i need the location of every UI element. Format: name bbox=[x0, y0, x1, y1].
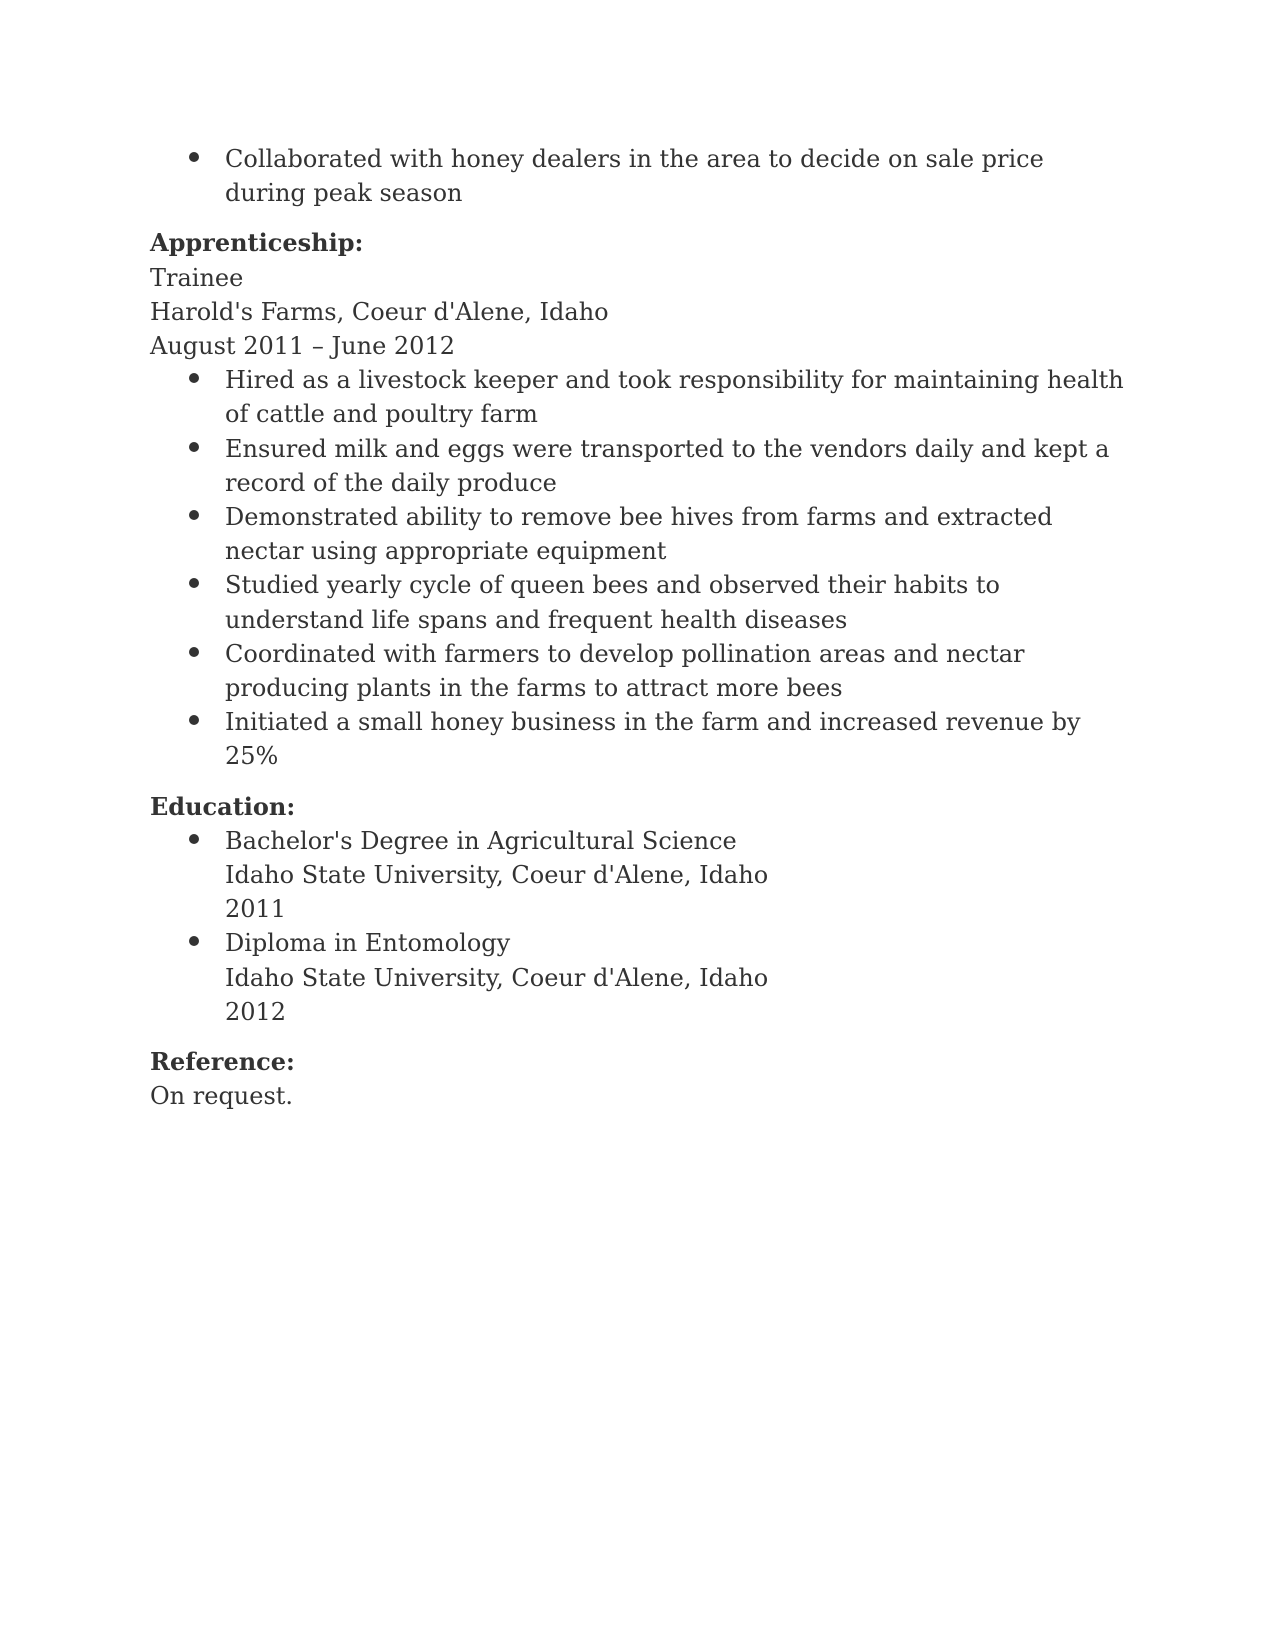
job-title: Trainee bbox=[150, 263, 244, 292]
degree-name: Diploma in Entomology bbox=[225, 929, 511, 958]
bullet-dot bbox=[189, 442, 199, 452]
list-item bbox=[150, 142, 1130, 210]
list-item bbox=[150, 926, 1130, 1029]
bullet-text: Collaborated with honey dealers in the area to decide on sale price during peak season bbox=[225, 145, 1044, 208]
list-item bbox=[150, 824, 1130, 927]
school-name: Idaho State University, Coeur d'Alene, Idaho bbox=[225, 861, 769, 890]
bullet-text: Initiated a small honey business in the farm and increased revenue by 25% bbox=[225, 708, 1081, 771]
apprenticeship-section bbox=[150, 226, 1130, 773]
list-item bbox=[150, 637, 1130, 705]
bullet-text: Studied yearly cycle of queen bees and observed their habits to understand life spans and frequent health diseases bbox=[225, 571, 1001, 634]
list-item bbox=[150, 568, 1130, 636]
bullet-text: Hired as a livestock keeper and took responsibility for maintaining health of cattle and poultry farm bbox=[225, 366, 1124, 429]
education-section bbox=[150, 790, 1130, 1029]
resume-page bbox=[150, 142, 1130, 1113]
bullet-dot bbox=[189, 647, 199, 657]
list-item bbox=[150, 500, 1130, 568]
school-name: Idaho State University, Coeur d'Alene, Idaho bbox=[225, 963, 769, 992]
reference-text: On request. bbox=[150, 1082, 294, 1111]
bullet-text: Demonstrated ability to remove bee hives from farms and extracted nectar using appropriate equipment bbox=[225, 503, 1053, 566]
bullet-dot bbox=[189, 373, 199, 383]
bullet-dot bbox=[189, 936, 199, 946]
bullet-dot bbox=[189, 578, 199, 588]
bullet-text: Ensured milk and eggs were transported to the vendors daily and kept a record of the daily produce bbox=[225, 434, 1110, 497]
bullet-dot bbox=[189, 152, 199, 162]
apprenticeship-heading: Apprenticeship: bbox=[150, 228, 364, 258]
bullet-dot bbox=[189, 510, 199, 520]
education-heading: Education: bbox=[150, 791, 296, 821]
education-list bbox=[150, 824, 1130, 1029]
graduation-year: 2012 bbox=[225, 997, 287, 1026]
previous-job-bullets bbox=[150, 142, 1130, 210]
list-item bbox=[150, 363, 1130, 431]
employment-dates: August 2011 – June 2012 bbox=[150, 332, 455, 361]
employer: Harold's Farms, Coeur d'Alene, Idaho bbox=[150, 297, 609, 326]
bullet-dot bbox=[189, 715, 199, 725]
bullet-text: Coordinated with farmers to develop pollination areas and nectar producing plants in the farms to attract more bees bbox=[225, 639, 1025, 703]
reference-section bbox=[150, 1045, 1130, 1113]
list-item bbox=[150, 432, 1130, 500]
degree-name: Bachelor's Degree in Agricultural Science bbox=[225, 826, 737, 855]
reference-heading: Reference: bbox=[150, 1047, 295, 1077]
bullet-dot bbox=[189, 834, 199, 844]
apprenticeship-bullets bbox=[150, 363, 1130, 773]
list-item bbox=[150, 705, 1130, 773]
graduation-year: 2011 bbox=[225, 895, 287, 924]
